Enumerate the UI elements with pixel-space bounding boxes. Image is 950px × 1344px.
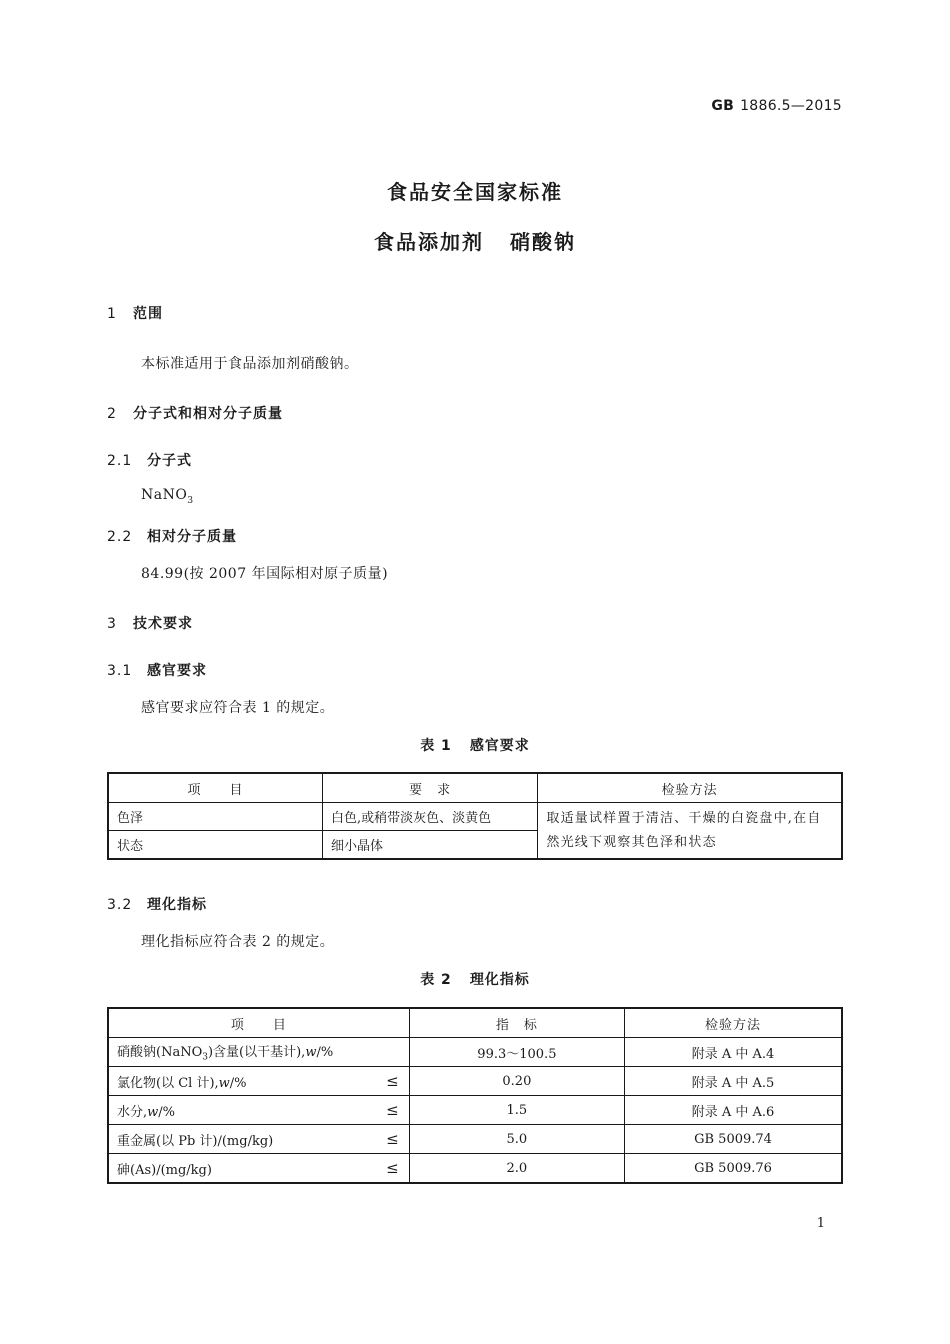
- item-symbol: w: [147, 1104, 159, 1120]
- table-2-caption: [0, 969, 950, 989]
- item-text: 砷(As)/(mg/kg): [117, 1162, 212, 1178]
- cell-method: 附录 A 中 A.5: [625, 1067, 842, 1096]
- cell-value: 0.20: [409, 1067, 624, 1096]
- column-header-item: 项 目: [108, 773, 322, 803]
- standard-code-prefix: GB: [711, 98, 735, 114]
- section-number: 3.2: [107, 897, 133, 913]
- document-subtitle: [0, 226, 950, 255]
- table-row: [108, 803, 842, 831]
- section-number: 2.2: [107, 529, 133, 545]
- section-title: 理化指标: [147, 897, 207, 913]
- cell-item: [108, 1154, 409, 1184]
- item-unit: /%: [229, 1075, 247, 1091]
- section-number: 1: [107, 306, 117, 322]
- table-row: [108, 1067, 842, 1096]
- cell-value: 5.0: [409, 1125, 624, 1154]
- caption-number: 表 2: [420, 972, 452, 988]
- item-subscript: 3: [202, 1052, 208, 1063]
- section-title: 感官要求: [147, 663, 207, 679]
- page-number: 1: [816, 1216, 825, 1231]
- section-3-2-heading: [107, 894, 207, 914]
- formula-main: NaNO: [141, 487, 188, 503]
- cell-item: 状态: [108, 831, 322, 860]
- standard-code-number: 1886.5—2015: [740, 98, 842, 114]
- section-2-2-heading: [107, 526, 237, 546]
- molecular-mass-text: 84.99(按 2007 年国际相对原子质量): [141, 566, 389, 582]
- table-header-row: [108, 1008, 842, 1038]
- table-header-row: [108, 773, 842, 803]
- section-title: 技术要求: [133, 616, 193, 632]
- section-3-2-text: 理化指标应符合表 2 的规定。: [141, 934, 335, 950]
- cell-method: 附录 A 中 A.6: [625, 1096, 842, 1125]
- caption-title: 理化指标: [469, 972, 530, 988]
- cell-item: 色泽: [108, 803, 322, 831]
- item-text: 氯化物(以 Cl 计),: [117, 1075, 219, 1091]
- cell-value: 1.5: [409, 1096, 624, 1125]
- section-number: 2.1: [107, 453, 133, 469]
- cell-method: GB 5009.76: [625, 1154, 842, 1184]
- table-row: [108, 1125, 842, 1154]
- section-3-heading: [107, 613, 193, 633]
- item-unit: /%: [316, 1045, 334, 1061]
- subtitle-left: 食品添加剂: [374, 230, 484, 254]
- table-row: [108, 1154, 842, 1184]
- cell-item: [108, 1125, 409, 1154]
- section-3-1-text: 感官要求应符合表 1 的规定。: [141, 700, 335, 716]
- column-header-method: 检验方法: [625, 1008, 842, 1038]
- caption-number: 表 1: [420, 738, 452, 754]
- section-2-1-heading: [107, 450, 192, 470]
- item-text: 重金属(以 Pb 计)/(mg/kg): [117, 1133, 274, 1149]
- less-equal-symbol: ≤: [386, 1100, 399, 1119]
- section-number: 3: [107, 616, 117, 632]
- less-equal-symbol: ≤: [386, 1129, 399, 1148]
- item-symbol: w: [218, 1075, 230, 1091]
- less-equal-symbol: ≤: [386, 1071, 399, 1090]
- section-1-text: 本标准适用于食品添加剂硝酸钠。: [141, 356, 359, 372]
- table-row: [108, 1096, 842, 1125]
- cell-requirement: 细小晶体: [322, 831, 537, 860]
- table-row: [108, 1038, 842, 1067]
- formula-subscript: 3: [187, 495, 194, 506]
- cell-value: 99.3～100.5: [409, 1038, 624, 1067]
- less-equal-symbol: ≤: [386, 1158, 399, 1177]
- section-title: 范围: [133, 306, 163, 322]
- cell-item: [108, 1038, 409, 1067]
- section-number: 2: [107, 406, 117, 422]
- physicochemical-indicators-table: [107, 1007, 843, 1184]
- section-1-heading: [107, 303, 163, 323]
- cell-requirement: 白色,或稍带淡灰色、淡黄色: [322, 803, 537, 831]
- section-title: 分子式: [147, 453, 192, 469]
- section-title: 相对分子质量: [147, 529, 237, 545]
- cell-method: GB 5009.74: [625, 1125, 842, 1154]
- sensory-requirements-table: [107, 772, 843, 860]
- standard-code: [711, 98, 842, 114]
- cell-method: 取适量试样置于清洁、干燥的白瓷盘中,在自然光线下观察其色泽和状态: [538, 803, 842, 860]
- molecular-formula: [141, 487, 194, 506]
- column-header-indicator: 指 标: [409, 1008, 624, 1038]
- item-unit: /%: [158, 1104, 176, 1120]
- table-1-caption: [0, 735, 950, 755]
- cell-item: [108, 1067, 409, 1096]
- item-text: 水分,: [117, 1104, 148, 1120]
- cell-value: 2.0: [409, 1154, 624, 1184]
- caption-title: 感官要求: [469, 738, 530, 754]
- item-text: 硝酸钠(NaNO: [117, 1045, 203, 1061]
- subtitle-right: 硝酸钠: [510, 230, 576, 254]
- column-header-method: 检验方法: [538, 773, 842, 803]
- section-number: 3.1: [107, 663, 133, 679]
- item-symbol: w: [305, 1045, 317, 1061]
- section-3-1-heading: [107, 660, 207, 680]
- document-title: 食品安全国家标准: [387, 180, 563, 204]
- column-header-requirement: 要 求: [322, 773, 537, 803]
- cell-item: [108, 1096, 409, 1125]
- cell-method: 附录 A 中 A.4: [625, 1038, 842, 1067]
- section-2-heading: [107, 403, 283, 423]
- item-text: )含量(以干基计),: [207, 1045, 306, 1061]
- section-title: 分子式和相对分子质量: [133, 406, 283, 422]
- column-header-item: 项 目: [108, 1008, 409, 1038]
